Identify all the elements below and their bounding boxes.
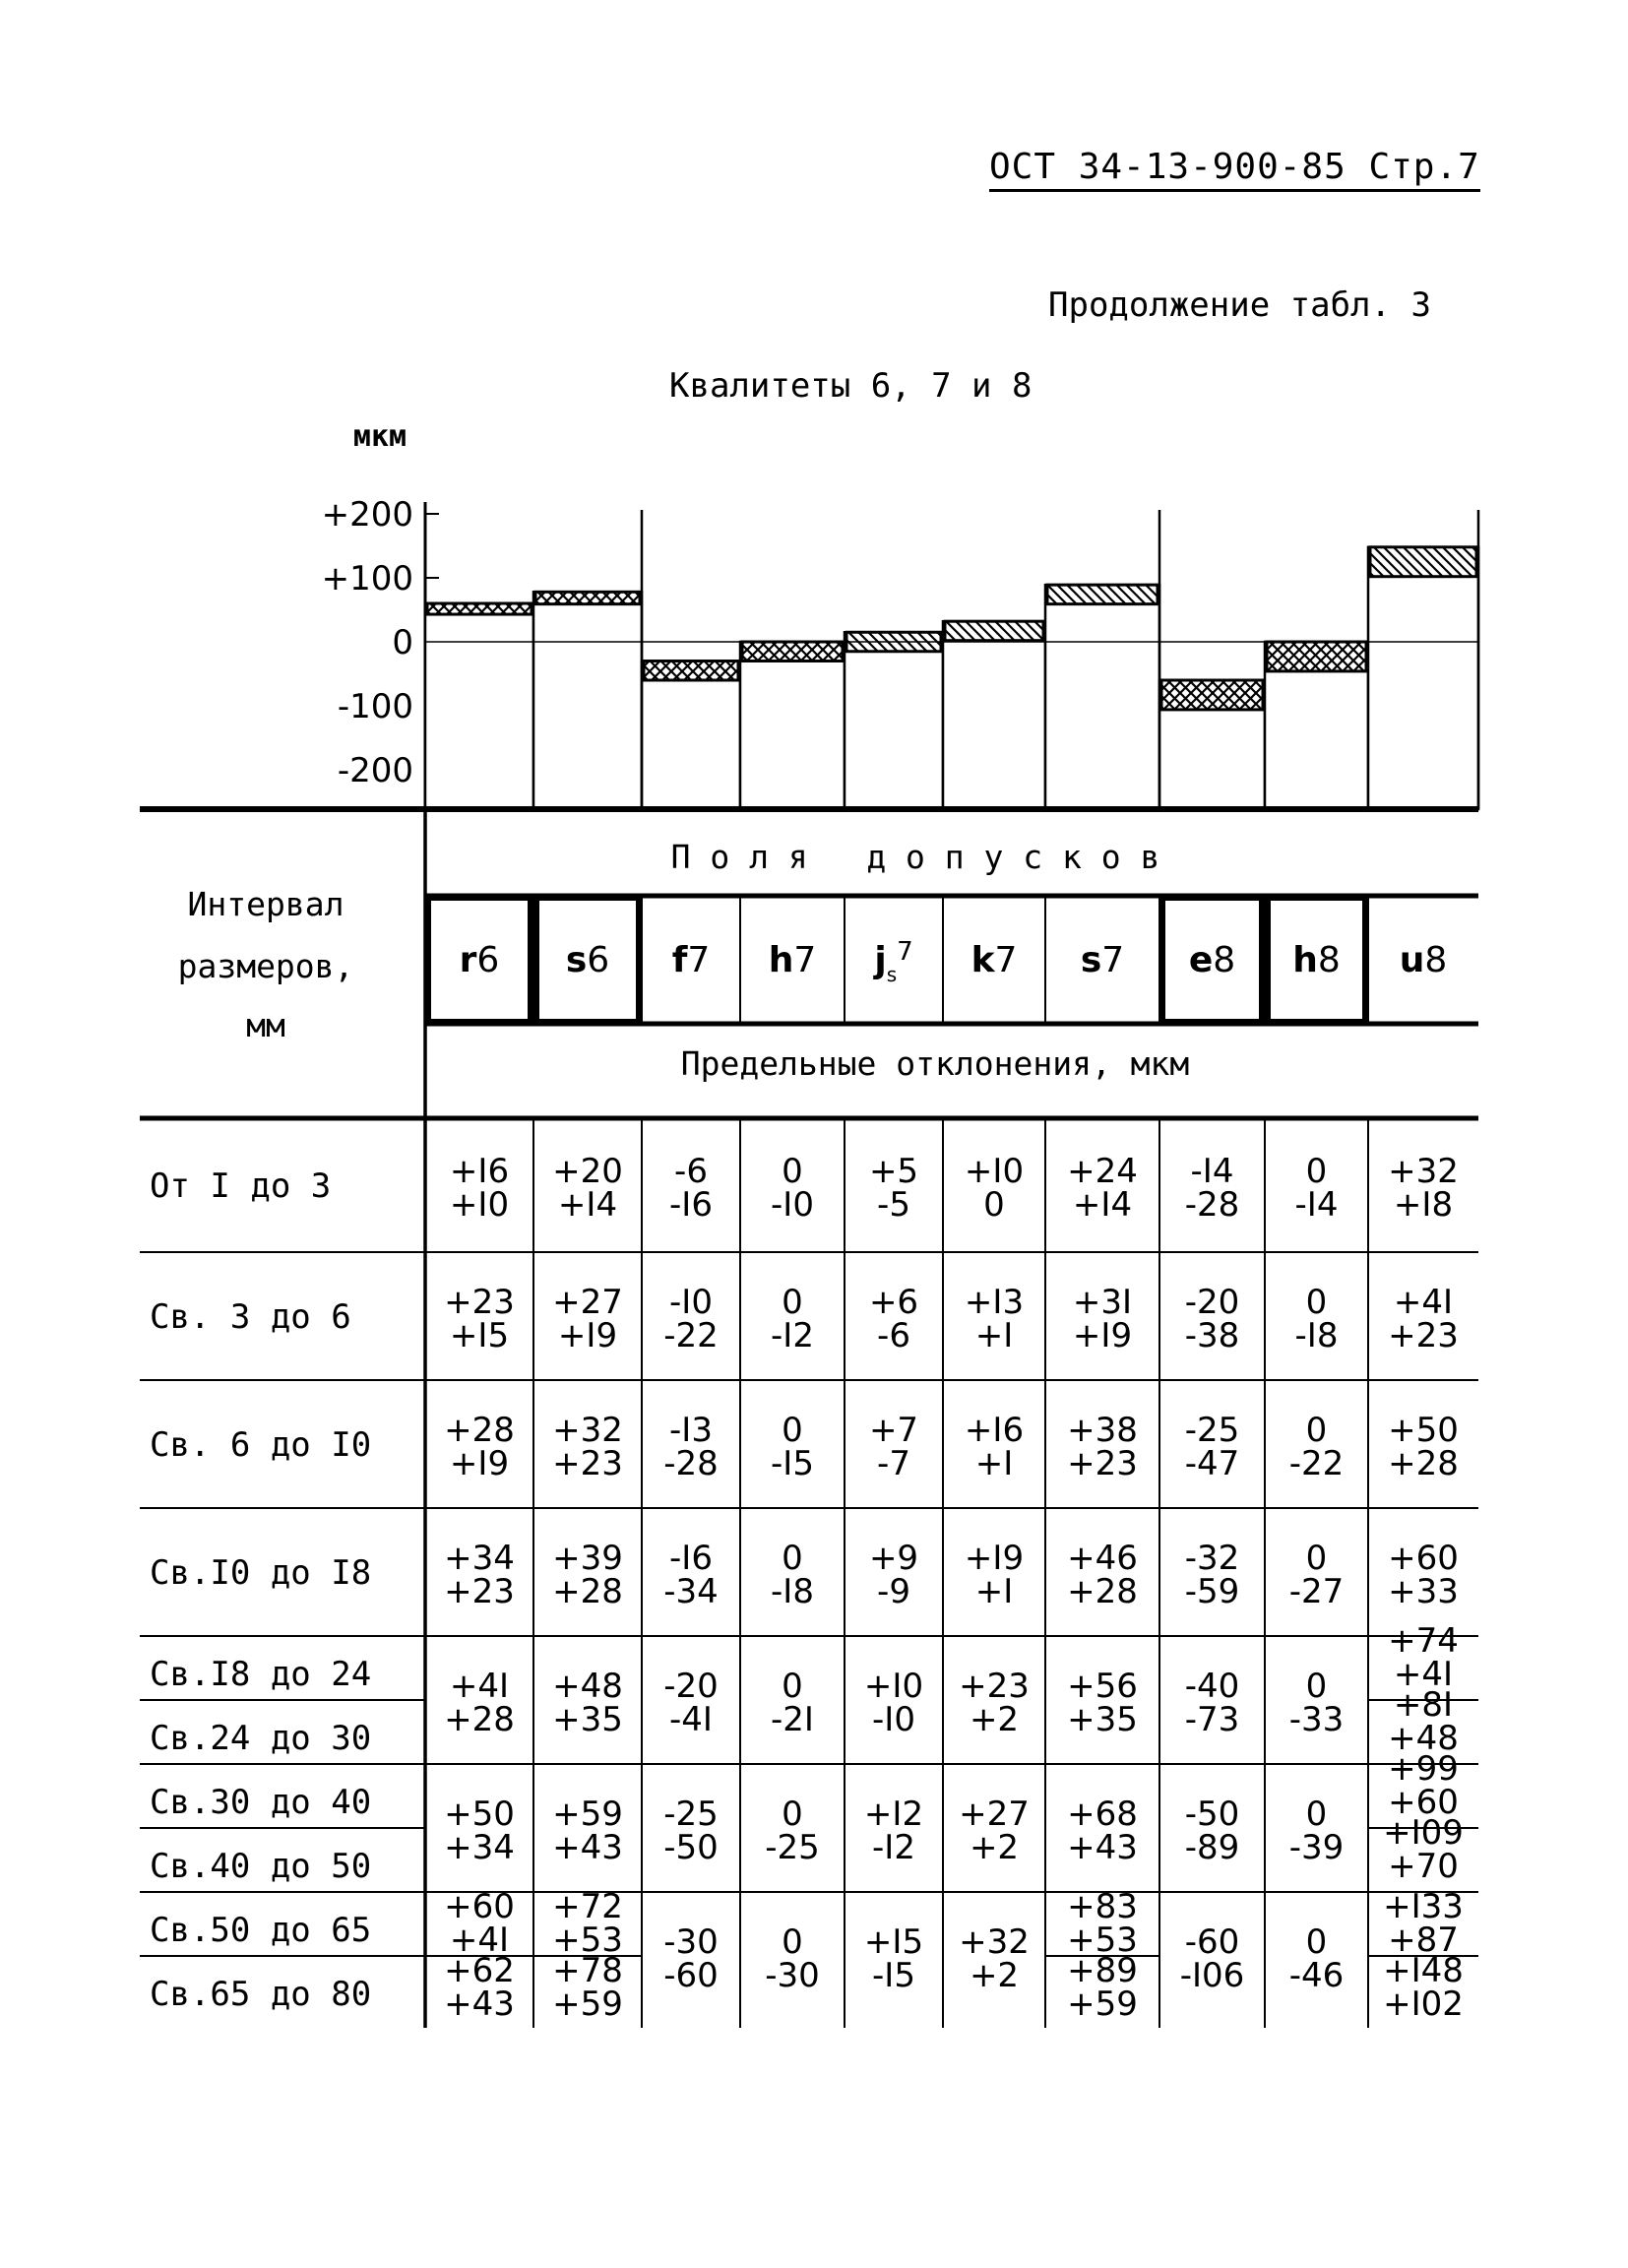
group-1-u8-a: +99 xyxy=(1388,1749,1459,1789)
last-r6-b: +62 xyxy=(444,1951,515,1990)
row-2-col-5: +I6 xyxy=(964,1411,1025,1450)
row-label: Св. 6 до I0 xyxy=(150,1425,372,1465)
last-merged-1-lower: -30 xyxy=(765,1956,820,1995)
last-s7-a-lower: +53 xyxy=(1067,1921,1138,1960)
row-3-col-4-lower: -9 xyxy=(877,1572,910,1611)
tolerance-zone-s7 xyxy=(1047,585,1158,604)
last-merged2-0: -60 xyxy=(1184,1922,1240,1962)
group-1-u8-a-lower: +60 xyxy=(1388,1783,1459,1822)
group-0-col-7: -40 xyxy=(1184,1667,1240,1706)
group-0-col-8-lower: -33 xyxy=(1288,1700,1345,1739)
row-2-col-7-lower: -47 xyxy=(1184,1444,1240,1483)
row-1-col-6-lower: +I9 xyxy=(1072,1316,1133,1355)
group-0-col-5: +23 xyxy=(959,1667,1030,1706)
row-0-col-0: +I6 xyxy=(449,1152,510,1191)
row-label: Св.40 до 50 xyxy=(150,1847,372,1886)
row-3-col-9-lower: +33 xyxy=(1388,1572,1459,1611)
bar-js7 xyxy=(845,632,943,809)
group-1-col-1: +59 xyxy=(552,1795,623,1834)
row-2-col-4-lower: -7 xyxy=(877,1444,910,1483)
row-3-col-9: +60 xyxy=(1388,1539,1459,1578)
row-2-col-6-lower: +23 xyxy=(1067,1444,1138,1483)
group-0-col-3: 0 xyxy=(782,1667,803,1706)
interval-header-line-1: Интервал xyxy=(187,885,344,923)
row-1-col-0-lower: +I5 xyxy=(449,1316,510,1355)
chart xyxy=(140,419,1478,809)
row-label: Св.65 до 80 xyxy=(150,1975,372,2014)
tolerance-zone-f7 xyxy=(644,662,738,681)
last-s7-a: +83 xyxy=(1067,1887,1138,1926)
row-2-col-0: +28 xyxy=(444,1411,515,1450)
group-1-col-0-lower: +34 xyxy=(444,1828,515,1867)
deviations-header: Предельные отклонения, мкм xyxy=(680,1044,1190,1083)
last-merged2-1: 0 xyxy=(1305,1922,1328,1962)
row-3-col-7: -32 xyxy=(1184,1539,1240,1578)
row-3-col-1-lower: +28 xyxy=(552,1572,623,1611)
last-r6-b-lower: +43 xyxy=(444,1984,515,2024)
group-1-col-2-lower: -50 xyxy=(663,1828,719,1867)
row-0-col-6: +24 xyxy=(1067,1152,1138,1191)
table-body xyxy=(150,937,1464,2024)
row-1-col-8: 0 xyxy=(1305,1283,1328,1322)
group-0-col-0: +4I xyxy=(449,1667,510,1706)
last-u8-a-lower: +87 xyxy=(1388,1921,1459,1960)
y-tick-label: 0 xyxy=(392,623,413,662)
row-3-col-6: +46 xyxy=(1067,1539,1138,1578)
tolerance-zone-h8 xyxy=(1267,642,1366,671)
row-3-col-8: 0 xyxy=(1305,1539,1328,1578)
group-0-col-0-lower: +28 xyxy=(444,1700,515,1739)
last-s6-b: +78 xyxy=(552,1951,623,1990)
column-code-h7: h7 xyxy=(768,940,817,980)
last-s6-b-lower: +59 xyxy=(552,1984,623,2024)
row-3-col-7-lower: -59 xyxy=(1184,1572,1240,1611)
last-merged-0-lower: -60 xyxy=(663,1956,719,1995)
bar-s6 xyxy=(533,592,642,809)
y-tick-label: -100 xyxy=(337,687,413,726)
y-axis-unit: мкм xyxy=(352,419,407,454)
group-0-col-5-lower: +2 xyxy=(969,1700,1020,1739)
last-r6-a: +60 xyxy=(444,1887,515,1926)
column-code-j7: $j_s^7$ xyxy=(874,937,913,986)
row-label: Св.50 до 65 xyxy=(150,1911,372,1950)
row-0-col-7-lower: -28 xyxy=(1184,1185,1240,1225)
row-1-col-4-lower: -6 xyxy=(877,1316,910,1355)
group-0-col-1-lower: +35 xyxy=(552,1700,623,1739)
column-code-h8: h8 xyxy=(1292,940,1341,980)
group-0-col-1: +48 xyxy=(552,1667,623,1706)
row-1-col-3: 0 xyxy=(782,1283,803,1322)
group-1-col-5: +27 xyxy=(959,1795,1030,1834)
y-tick-label: +200 xyxy=(321,495,413,535)
row-1-col-0: +23 xyxy=(444,1283,515,1322)
last-s6-a: +72 xyxy=(552,1887,623,1926)
tolerance-zone-s6 xyxy=(535,592,640,603)
row-0-col-3-lower: -I0 xyxy=(771,1185,814,1225)
column-code-e8: e8 xyxy=(1188,940,1236,980)
last-merged2-0-lower: -I06 xyxy=(1179,1956,1245,1995)
row-0-col-1-lower: +I4 xyxy=(557,1185,618,1225)
column-code-f7: f7 xyxy=(671,940,711,980)
last-r6-a-lower: +4I xyxy=(449,1921,510,1960)
row-label: Св.I0 до I8 xyxy=(150,1553,372,1593)
row-3-col-0: +34 xyxy=(444,1539,515,1578)
group-1-u8-b: +I09 xyxy=(1383,1813,1464,1853)
row-0-col-9-lower: +I8 xyxy=(1393,1185,1454,1225)
row-2-col-3: 0 xyxy=(782,1411,803,1450)
row-label: От I до 3 xyxy=(150,1166,332,1206)
interval-header xyxy=(178,885,354,1044)
row-label: Св. 3 до 6 xyxy=(150,1297,351,1337)
row-1-col-9: +4I xyxy=(1393,1283,1454,1322)
row-3-col-4: +9 xyxy=(868,1539,919,1578)
row-3-col-1: +39 xyxy=(552,1539,623,1578)
row-1-col-8-lower: -I8 xyxy=(1294,1316,1339,1355)
tolerance-zone-u8 xyxy=(1370,547,1476,577)
row-label: Св.30 до 40 xyxy=(150,1783,372,1822)
row-1-col-9-lower: +23 xyxy=(1388,1316,1459,1355)
row-0-col-4: +5 xyxy=(868,1152,919,1191)
row-1-col-2-lower: -22 xyxy=(663,1316,719,1355)
row-3-col-2: -I6 xyxy=(669,1539,713,1578)
row-1-col-5-lower: +I xyxy=(974,1316,1014,1355)
row-label: Св.24 до 30 xyxy=(150,1719,372,1758)
row-1-col-2: -I0 xyxy=(669,1283,713,1322)
group-0-u8-b: +8I xyxy=(1393,1685,1454,1725)
row-2-col-8-lower: -22 xyxy=(1288,1444,1345,1483)
row-2-col-5-lower: +I xyxy=(974,1444,1014,1483)
group-0-col-6-lower: +35 xyxy=(1067,1700,1138,1739)
group-1-col-6: +68 xyxy=(1067,1795,1138,1834)
last-merged-0: -30 xyxy=(663,1922,719,1962)
row-1-col-3-lower: -I2 xyxy=(771,1316,814,1355)
row-3-col-3-lower: -I8 xyxy=(771,1572,814,1611)
column-code-s6: s6 xyxy=(565,940,610,980)
group-0-col-7-lower: -73 xyxy=(1184,1700,1240,1739)
group-1-col-0: +50 xyxy=(444,1795,515,1834)
row-3-col-5: +I9 xyxy=(964,1539,1025,1578)
last-u8-b: +I48 xyxy=(1383,1951,1464,1990)
chart-title: Квалитеты 6, 7 и 8 xyxy=(669,366,1033,406)
row-2-col-2-lower: -28 xyxy=(663,1444,719,1483)
row-2-col-0-lower: +I9 xyxy=(449,1444,510,1483)
last-s6-a-lower: +53 xyxy=(552,1921,623,1960)
bar-f7 xyxy=(642,662,740,810)
row-1-col-4: +6 xyxy=(868,1283,919,1322)
group-0-col-6: +56 xyxy=(1067,1667,1138,1706)
table-continuation-label: Продолжение табл. 3 xyxy=(1048,285,1431,325)
group-0-col-4-lower: -I0 xyxy=(872,1700,915,1739)
last-merged-2: +I5 xyxy=(863,1922,924,1962)
row-3-col-2-lower: -34 xyxy=(663,1572,719,1611)
group-1-col-8: 0 xyxy=(1305,1795,1328,1834)
row-2-col-7: -25 xyxy=(1184,1411,1240,1450)
row-1-col-6: +3I xyxy=(1072,1283,1133,1322)
last-merged-3: +32 xyxy=(959,1922,1030,1962)
row-3-col-3: 0 xyxy=(782,1539,803,1578)
group-1-u8-b-lower: +70 xyxy=(1388,1847,1459,1886)
row-0-col-1: +20 xyxy=(552,1152,623,1191)
row-0-col-4-lower: -5 xyxy=(877,1185,910,1225)
row-2-col-9: +50 xyxy=(1388,1411,1459,1450)
last-s7-b-lower: +59 xyxy=(1067,1984,1138,2024)
tolerance-zone-e8 xyxy=(1161,680,1263,710)
row-2-col-6: +38 xyxy=(1067,1411,1138,1450)
group-1-col-3-lower: -25 xyxy=(765,1828,820,1867)
row-0-col-5-lower: 0 xyxy=(983,1185,1005,1225)
row-0-col-9: +32 xyxy=(1388,1152,1459,1191)
last-merged-1: 0 xyxy=(782,1922,803,1962)
group-0-u8-a-lower: +4I xyxy=(1393,1655,1454,1694)
column-code-u8: u8 xyxy=(1399,940,1448,980)
document-reference: ОСТ 34-13-900-85 Стр.7 xyxy=(989,148,1480,192)
group-0-col-4: +I0 xyxy=(863,1667,924,1706)
row-1-col-1: +27 xyxy=(552,1283,623,1322)
y-tick-label: -200 xyxy=(337,751,413,790)
row-2-col-1: +32 xyxy=(552,1411,623,1450)
row-0-col-5: +I0 xyxy=(964,1152,1025,1191)
group-1-col-7-lower: -89 xyxy=(1184,1828,1240,1867)
last-s7-b: +89 xyxy=(1067,1951,1138,1990)
group-1-col-4-lower: -I2 xyxy=(872,1828,915,1867)
last-merged-2-lower: -I5 xyxy=(872,1956,915,1995)
group-1-col-3: 0 xyxy=(782,1795,803,1834)
group-1-col-1-lower: +43 xyxy=(552,1828,623,1867)
last-u8-b-lower: +I02 xyxy=(1383,1984,1464,2024)
row-0-col-0-lower: +I0 xyxy=(449,1185,510,1225)
bar-k7 xyxy=(943,621,1045,809)
row-0-col-3: 0 xyxy=(782,1152,803,1191)
row-2-col-1-lower: +23 xyxy=(552,1444,623,1483)
column-code-k7: k7 xyxy=(971,940,1018,980)
bar-h7 xyxy=(740,642,845,809)
y-tick-label: +100 xyxy=(321,559,413,598)
group-0-u8-a: +74 xyxy=(1388,1621,1459,1661)
interval-header-line-3: мм xyxy=(246,1006,285,1044)
group-0-u8-b-lower: +48 xyxy=(1388,1719,1459,1758)
bar-u8 xyxy=(1368,547,1478,809)
column-code-s7: s7 xyxy=(1080,940,1125,980)
fields-header: П о л я д о п у с к о в xyxy=(670,838,1160,876)
row-2-col-3-lower: -I5 xyxy=(771,1444,814,1483)
row-3-col-5-lower: +I xyxy=(974,1572,1014,1611)
tolerance-zone-k7 xyxy=(945,621,1043,641)
row-0-col-8: 0 xyxy=(1305,1152,1328,1191)
row-0-col-2-lower: -I6 xyxy=(669,1185,713,1225)
group-0-col-3-lower: -2I xyxy=(771,1700,814,1739)
row-3-col-0-lower: +23 xyxy=(444,1572,515,1611)
group-1-col-5-lower: +2 xyxy=(969,1828,1020,1867)
group-0-col-2: -20 xyxy=(663,1667,719,1706)
row-0-col-7: -I4 xyxy=(1190,1152,1234,1191)
row-3-col-6-lower: +28 xyxy=(1067,1572,1138,1611)
row-1-col-5: +I3 xyxy=(964,1283,1025,1322)
last-u8-a: +I33 xyxy=(1383,1887,1464,1926)
group-1-col-7: -50 xyxy=(1184,1795,1240,1834)
group-0-col-2-lower: -4I xyxy=(669,1700,713,1739)
group-0-col-8: 0 xyxy=(1305,1667,1328,1706)
bar-r6 xyxy=(425,603,533,809)
last-merged-3-lower: +2 xyxy=(969,1956,1020,1995)
row-0-col-6-lower: +I4 xyxy=(1072,1185,1133,1225)
row-label: Св.I8 до 24 xyxy=(150,1655,372,1694)
interval-header-line-2: размеров, xyxy=(177,947,354,985)
row-1-col-1-lower: +I9 xyxy=(557,1316,618,1355)
group-1-col-8-lower: -39 xyxy=(1288,1828,1345,1867)
row-1-col-7-lower: -38 xyxy=(1184,1316,1240,1355)
row-3-col-8-lower: -27 xyxy=(1288,1572,1345,1611)
row-2-col-8: 0 xyxy=(1305,1411,1328,1450)
row-2-col-9-lower: +28 xyxy=(1388,1444,1459,1483)
last-merged2-1-lower: -46 xyxy=(1288,1956,1345,1995)
row-0-col-8-lower: -I4 xyxy=(1294,1185,1339,1225)
bar-s7 xyxy=(1045,585,1159,809)
group-1-col-2: -25 xyxy=(663,1795,719,1834)
column-code-r6: r6 xyxy=(459,940,500,980)
row-2-col-4: +7 xyxy=(868,1411,919,1450)
row-1-col-7: -20 xyxy=(1184,1283,1240,1322)
group-1-col-6-lower: +43 xyxy=(1067,1828,1138,1867)
group-1-col-4: +I2 xyxy=(863,1795,924,1834)
row-0-col-2: -6 xyxy=(674,1152,708,1191)
row-2-col-2: -I3 xyxy=(669,1411,713,1450)
tolerance-zone-r6 xyxy=(427,603,532,614)
tolerance-zone-h7 xyxy=(742,642,843,662)
